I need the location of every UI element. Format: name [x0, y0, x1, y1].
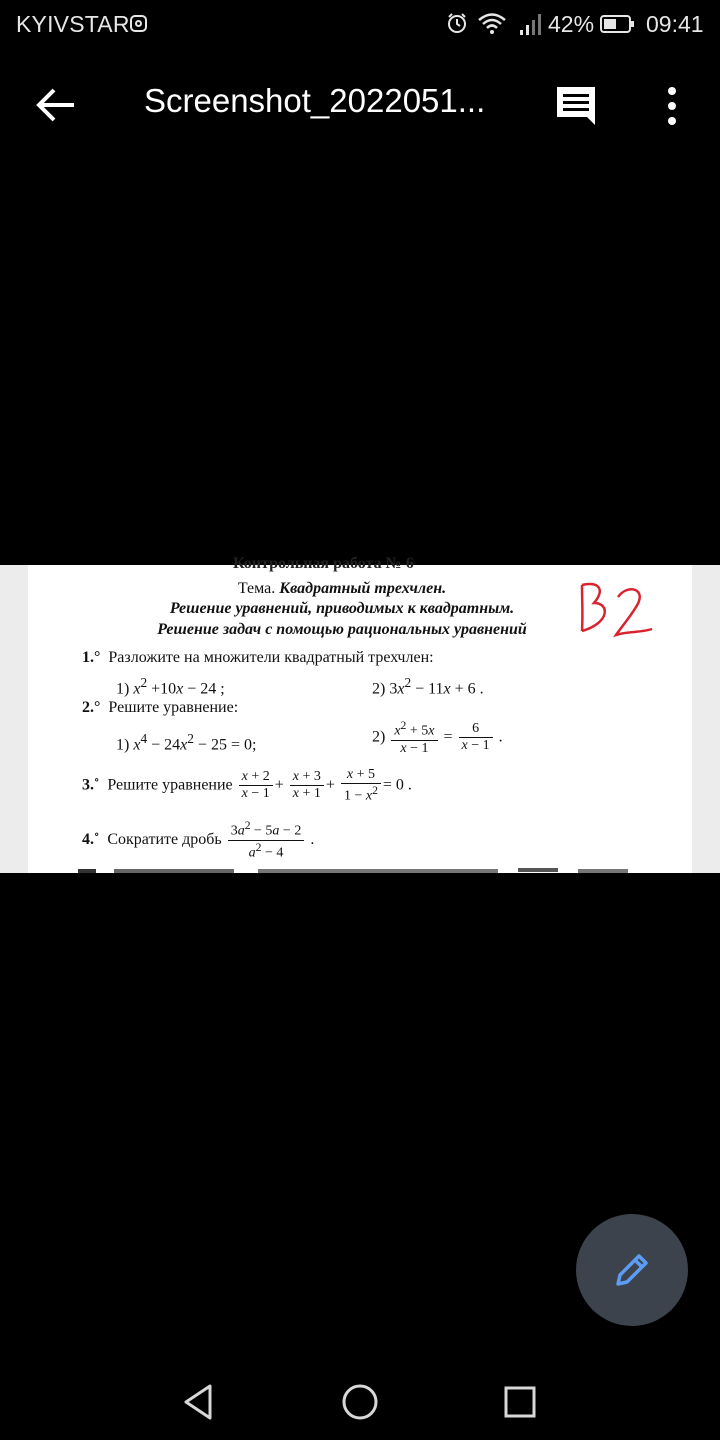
- worksheet-cut-heading: Контрольная работа № 6: [233, 555, 414, 572]
- task-1-number: 1.°: [82, 649, 101, 666]
- topic-line-2: Решение уравнений, приводимых к квадратным.: [169, 600, 515, 617]
- task-1-part-2: 2) $3x^2 - 11x + 6$ .: [372, 675, 484, 698]
- task-3-text: Решите уравнение: [107, 776, 233, 794]
- nav-back-icon[interactable]: [180, 1382, 220, 1422]
- handwritten-variant-mark: [576, 579, 656, 643]
- more-options-icon[interactable]: [658, 84, 686, 128]
- topic-line-1: [10, 580, 674, 598]
- task-1-part-1: 1) $x^2 +10x - 24$ ;: [116, 675, 225, 698]
- task-2-part-1: 1) $x^4 - 24x^2 - 25 = 0$;: [116, 731, 257, 754]
- battery-icon: [600, 15, 634, 33]
- battery-percent: 42%: [548, 11, 595, 37]
- file-title: Screenshot_2022051...: [144, 82, 486, 119]
- task-4-number: 4.˚: [82, 830, 100, 848]
- instagram-notification-icon: [130, 15, 147, 32]
- alarm-icon: [446, 12, 468, 34]
- topic-title: Квадратный трехчлен.: [279, 580, 447, 597]
- clock-time: 09:41: [646, 11, 704, 37]
- task-2-part-2: 2) $\frac{x^2 + 5x}{x - 1}$ = $\frac{6}{x - 1}$ .: [372, 719, 503, 756]
- edit-button[interactable]: [576, 1214, 688, 1326]
- signal-strength-icon: [519, 12, 545, 36]
- task-3-number: 3.˚: [82, 776, 100, 794]
- task-4-row: 4.˚ Сократите дробь $\frac{3a^2 - 5a - 2}{a^2 - 4}$ .: [82, 819, 315, 861]
- pencil-icon: [610, 1248, 654, 1292]
- back-arrow-icon[interactable]: [34, 84, 76, 126]
- task-2-text: Решите уравнение:: [108, 699, 239, 716]
- task-2-number: 2.°: [82, 699, 101, 716]
- worksheet: [28, 555, 692, 873]
- task-1-text: Разложите на множители квадратный трехчлен:: [108, 649, 434, 666]
- carrier-name: KYIVSTAR: [16, 11, 130, 37]
- nav-recents-icon[interactable]: [500, 1382, 540, 1422]
- worksheet-cut-line: [78, 865, 638, 873]
- task-1-row: [82, 649, 434, 667]
- app-bar: [0, 60, 720, 150]
- navigation-bar: [0, 1360, 720, 1440]
- topic-label: Тема.: [237, 580, 276, 597]
- screenshot-image[interactable]: [0, 555, 720, 873]
- task-4-text: Сократите дробь: [107, 830, 222, 848]
- nav-home-icon[interactable]: [340, 1382, 380, 1422]
- task-2-row: [82, 699, 238, 717]
- image-margin-right: [692, 565, 720, 873]
- task-3-row: 3.˚ Решите уравнение $\frac{x + 2}{x - 1}$ + $\frac{x + 3}{x + 1}$ + $\frac{x + 5}{1 - x^2}$ = 0 .: [82, 767, 412, 804]
- status-bar: [0, 0, 720, 50]
- wifi-icon: [477, 12, 507, 36]
- comment-icon[interactable]: [554, 84, 598, 128]
- topic-line-3: Решение задач с помощью рациональных уравнений: [157, 621, 527, 638]
